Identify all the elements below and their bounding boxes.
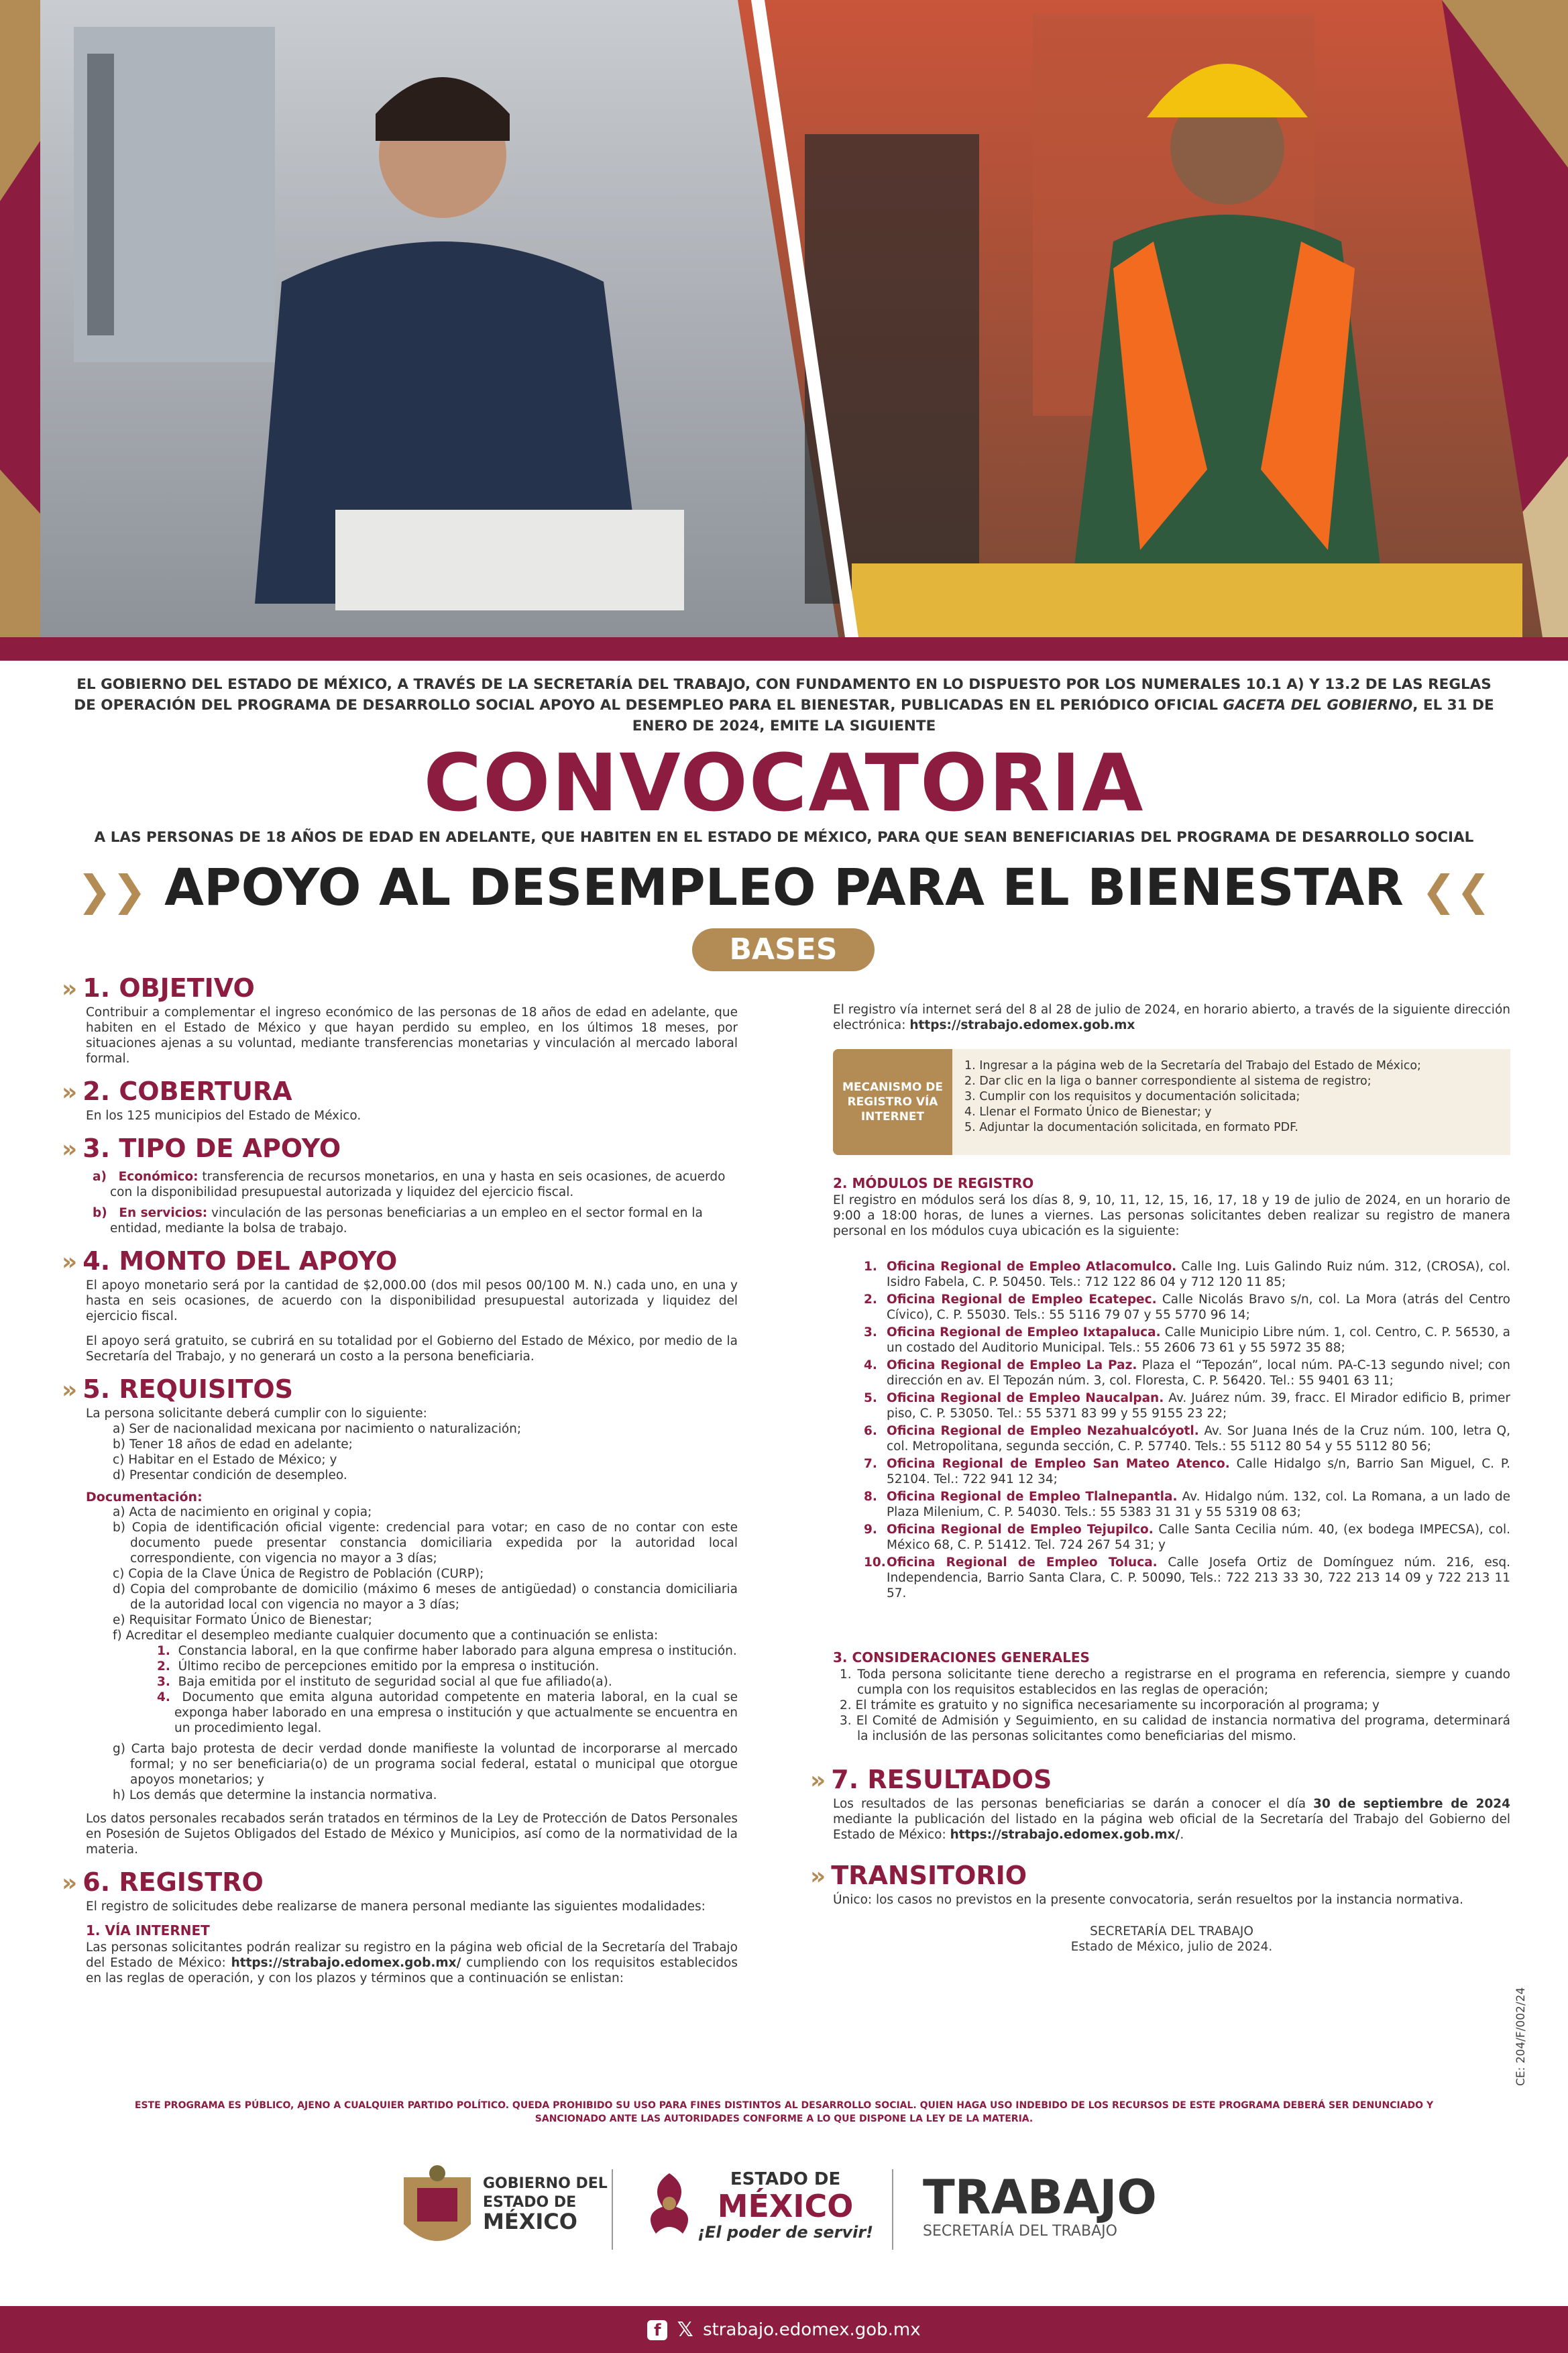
documents-list: [86, 1504, 738, 1803]
section-heading: » 4. MONTO DEL APOYO: [62, 1246, 398, 1276]
chevron-icon: »: [62, 1136, 78, 1163]
left-column: [62, 973, 738, 1986]
list-item: a) Económico: transferencia de recursos monetarios, en una y hasta en seis ocasiones, de acuerdo con la disponibilidad presupuestal autorizada y liquidez del ejercicio fiscal.: [93, 1170, 726, 1199]
program-title: ❯❯ APOYO AL DESEMPLEO PARA EL BIENESTAR ❮❮: [76, 857, 1492, 917]
chevron-icon: »: [810, 1863, 826, 1890]
paragraph: El registro en módulos será los días 8, 9, 10, 11, 12, 15, 16, 17, 18 y 19 de julio de 2024, en un horario de 9:00 a 18:00 horas, de lunes a viernes. Las personas solicitantes deben realizar su registro de manera personal en los módulos cuya ubicación es la siguiente:: [833, 1193, 1510, 1238]
intro-text: EL GOBIERNO DEL ESTADO DE MÉXICO, A TRAVÉS DE LA SECRETARÍA DEL TRABAJO, CON FUNDAMENTO EN LO DISPUESTO POR LOS NUMERALES 10.1 A) Y 13.2 DE LAS REGLAS DE OPERACIÓN DEL PROGRAMA DE DESARROLLO SOCIAL APOYO AL DESEMPLEO PARA EL BIENESTAR, PUBLICADAS EN EL PERIÓDICO OFICIAL GACETA DEL GOBIERNO, EL 31 DE ENERO DE 2024, EMITE LA SIGUIENTE: [74, 676, 1494, 734]
website-link[interactable]: https://strabajo.edomex.gob.mx: [909, 1018, 1135, 1032]
coat-of-arms-icon: [397, 2164, 478, 2258]
list-item: 2. Dar clic en la liga o banner correspondiente al sistema de registro;: [964, 1075, 1371, 1088]
list-item: c) Habitar en el Estado de México; y: [113, 1453, 337, 1467]
list-item: 7. Oficina Regional de Empleo San Mateo Atenco. Calle Hidalgo s/n, Barrio San Miguel, C. P. 52104. Tel.: 722 941 12 34;: [864, 1457, 1511, 1486]
leaf-ornament-icon: ❯❯: [76, 866, 147, 915]
list-item: 3. Oficina Regional de Empleo Ixtapaluca. Calle Municipio Libre núm. 1, col. Centro, C. P. 56530, a un costado del Auditorio Municipal. Tels.: 55 2606 73 61 y 55 5972 35 88;: [864, 1325, 1510, 1355]
list-item: g) Carta bajo protesta de decir verdad donde manifieste la voluntad de incorporarse al mercado formal; y no ser beneficiaria(o) de un programa social federal, estatal o municipal que otorgue apoyos monetarios; y: [113, 1742, 738, 1787]
list-item: f) Acreditar el desempleo mediante cualquier documento que a continuación se enlista:: [113, 1629, 659, 1643]
footer-website-link[interactable]: strabajo.edomex.gob.mx: [703, 2319, 921, 2340]
list-item: b) Copia de identificación oficial vigente: credencial para votar; en caso de no contar con este documento puede presentar constancia domiciliaria expedida por la autoridad local correspondiente, con vigencia no mayor a 3 días;: [113, 1521, 738, 1566]
documentation-heading: Documentación:: [86, 1490, 203, 1504]
signature-block: [833, 1924, 1510, 1955]
mechanism-steps: [952, 1049, 1510, 1155]
page-title: CONVOCATORIA: [423, 736, 1145, 829]
paragraph: Contribuir a complementar el ingreso económico de las personas de 18 años de edad en adelante, que habiten en el Estado de México y que hayan perdido su empleo, en los últimos 18 meses, por situaciones ajenas a su voluntad, mediante transferencias monetarias y vinculación al mercado laboral formal.: [86, 1005, 738, 1066]
list-item: h) Los demás que determine la instancia normativa.: [113, 1788, 437, 1802]
list-item: d) Copia del comprobante de domicilio (máximo 6 meses de antigüedad) o constancia domiciliaria de la autoridad local con vigencia no mayor a 3 días;: [113, 1582, 738, 1612]
subheading: 1. VÍA INTERNET: [86, 1922, 210, 1938]
edomex-logo-text: [697, 2169, 873, 2242]
hero-photos: [0, 0, 1568, 661]
list-item: 6. Oficina Regional de Empleo Nezahualcóyotl. Av. Sor Juana Inés de la Cruz núm. 100, letra Q, col. Metropolitana, segunda sección, C. P. 57740. Tels.: 55 5112 80 54 y 55 5112 80 56;: [864, 1424, 1510, 1454]
website-link[interactable]: https://strabajo.edomex.gob.mx/: [950, 1828, 1180, 1842]
paragraph: La persona solicitante deberá cumplir con lo siguiente:: [86, 1407, 427, 1421]
logo-line: GOBIERNO DEL: [483, 2175, 608, 2192]
hero-banner: [0, 0, 1568, 661]
ce-code: CE: 204/F/002/24: [1514, 1987, 1528, 2086]
signature-line: SECRETARÍA DEL TRABAJO: [1090, 1924, 1253, 1938]
offices-list: [833, 1259, 1510, 1601]
chevron-icon: »: [62, 1376, 78, 1404]
list-item: 4. Documento que emita alguna autoridad competente en materia laboral, en la cual se exponga haber laborado en una empresa o institución y que actualmente se encuentra en un procedimiento legal.: [157, 1690, 738, 1735]
paragraph: El apoyo monetario será por la cantidad de $2,000.00 (dos mil pesos 00/100 M. N.) cada uno, en una y hasta en seis ocasiones, de acuerdo con la disponibilidad presupuestal autorizada y liquidez del ejercicio fiscal.: [86, 1278, 738, 1323]
section-heading: » 1. OBJETIVO: [62, 973, 255, 1003]
right-column: [810, 1002, 1511, 1955]
list-item: 2. Oficina Regional de Empleo Ecatepec. Calle Nicolás Bravo s/n, col. La Mora (atrás del Centro Cívico), C. P. 55030. Tels.: 55 5116 79 07 y 55 5770 96 14;: [864, 1293, 1510, 1322]
list-item: 10.Oficina Regional de Empleo Toluca. Calle Josefa Ortiz de Domínguez núm. 216, esq. Independencia, Barrio Santa Clara, C. P. 50090, Tels.: 722 213 33 30, 722 213 14 09 y 722 213 11 57.: [864, 1555, 1510, 1600]
gov-logo-text: [483, 2175, 608, 2234]
section-heading: » 7. RESULTADOS: [810, 1765, 1052, 1794]
logo-line: SECRETARÍA DEL TRABAJO: [923, 2223, 1117, 2240]
bases-badge: BASES: [692, 928, 875, 971]
paragraph: En los 125 municipios del Estado de México.: [86, 1109, 361, 1123]
section-heading: » 5. REQUISITOS: [62, 1374, 293, 1404]
section-heading: » 3. TIPO DE APOYO: [62, 1134, 341, 1163]
logo-line: ¡El poder de servir!: [697, 2223, 874, 2242]
paragraph: Los resultados de las personas beneficiarias se darán a conocer el día 30 de septiembre de 2024 mediante la publicación del listado en la página web oficial de la Secretaría del Trabajo del Gobierno del Estado de México: https://strabajo.edomex.gob.mx/.: [833, 1797, 1510, 1842]
paragraph: El apoyo será gratuito, se cubrirá en su totalidad por el Gobierno del Estado de México, por medio de la Secretaría del Trabajo, y no generará un costo a la persona beneficiaria.: [86, 1334, 738, 1364]
mechanism-label: MECANISMO DE REGISTRO VÍA INTERNET: [833, 1049, 952, 1155]
list-item: 1. Constancia laboral, en la que confirme haber laborado para alguna empresa o institución.: [157, 1644, 737, 1658]
subtitle: A LAS PERSONAS DE 18 AÑOS DE EDAD EN ADELANTE, QUE HABITEN EN EL ESTADO DE MÉXICO, PARA QUE SEAN BENEFICIARIAS DEL PROGRAMA DE DESARROLLO SOCIAL: [94, 829, 1474, 846]
chevron-icon: »: [62, 1248, 78, 1276]
chevron-icon: »: [810, 1767, 826, 1794]
section-heading: » TRANSITORIO: [810, 1861, 1027, 1890]
list-item: b) En servicios: vinculación de las personas beneficiarias a un empleo en el sector formal en la entidad, mediante la bolsa de trabajo.: [93, 1206, 703, 1236]
list-item: 9. Oficina Regional de Empleo Tejupilco. Calle Santa Cecilia núm. 40, (ex bodega IMPECSA), col. México 68, C. P. 51412. Tel. 724 267 54 31; y: [864, 1523, 1510, 1552]
paragraph: Las personas solicitantes podrán realizar su registro en la página web oficial de la Secretaría del Trabajo del Estado de México: https://strabajo.edomex.gob.mx/ cumpliendo con los requisitos establecidos en las reglas de operación, y con los plazos y términos que a continuación se enlistan:: [86, 1940, 738, 1985]
list-item: 4. Oficina Regional de Empleo La Paz. Plaza el “Tepozán”, local núm. PA-C-13 segundo nivel; con dirección en av. El Tepozán núm. 3, col. Floresta, C. P. 56420. Tel.: 55 9401 63 11;: [864, 1358, 1510, 1388]
leaf-ornament-icon: ❮❮: [1421, 866, 1492, 915]
requirements-list: [86, 1421, 738, 1483]
trabajo-logo: [923, 2172, 1157, 2240]
considerations-list: [833, 1667, 1510, 1744]
logo-line: MÉXICO: [717, 2188, 854, 2224]
list-item: 1. Oficina Regional de Empleo Atlacomulco. Calle Ing. Luis Galindo Ruiz núm. 312, (CROSA), col. Isidro Fabela, C. P. 50450. Tels.: 712 122 86 04 y 712 120 11 85;: [864, 1260, 1510, 1289]
paragraph: Único: los casos no previstos en la presente convocatoria, serán resueltos por la instancia normativa.: [833, 1893, 1463, 1907]
list-item: 3. El Comité de Admisión y Seguimiento, en su calidad de instancia normativa del programa, determinará la inclusión de las personas solicitantes como beneficiarias del mismo.: [840, 1714, 1510, 1743]
list-item: 2. Último recibo de percepciones emitido por la empresa o institución.: [157, 1659, 600, 1674]
subheading: 2. MÓDULOS DE REGISTRO: [833, 1175, 1034, 1191]
list-item: 3. Cumplir con los requisitos y documentación solicitada;: [964, 1090, 1300, 1103]
list-item: 2. El trámite es gratuito y no significa necesariamente su incorporación al programa; y: [840, 1698, 1380, 1712]
list-item: a) Ser de nacionalidad mexicana por nacimiento o naturalización;: [113, 1422, 522, 1436]
registration-mechanism-box: [833, 1049, 1510, 1155]
list-item: c) Copia de la Clave Única de Registro de Población (CURP);: [113, 1567, 484, 1581]
legal-notice: ESTE PROGRAMA ES PÚBLICO, AJENO A CUALQUIER PARTIDO POLÍTICO. QUEDA PROHIBIDO SU USO PARA FINES DISTINTOS AL DESARROLLO SOCIAL. QUIEN HAGA USO INDEBIDO DE LOS RECURSOS DE ESTE PROGRAMA DEBERÁ SER DENUNCIADO Y SANCIONADO ANTE LAS AUTORIDADES CONFORME A LO QUE DISPONE LA LEY DE LA MATERIA.: [134, 2100, 1434, 2124]
facebook-icon[interactable]: f: [647, 2320, 667, 2340]
signature-line: Estado de México, julio de 2024.: [1070, 1940, 1273, 1954]
paragraph: El registro de solicitudes debe realizarse de manera personal mediante las siguientes modalidades:: [86, 1900, 706, 1914]
list-item: 1. Ingresar a la página web de la Secretaría del Trabajo del Estado de México;: [964, 1059, 1421, 1073]
list-item: 1. Toda persona solicitante tiene derecho a registrarse en el programa en referencia, siempre y cuando cumpla con los requisitos establecidos en las reglas de operación;: [840, 1667, 1510, 1697]
logo-line: MÉXICO: [483, 2209, 577, 2234]
list-item: 5. Oficina Regional de Empleo Naucalpan. Av. Juárez núm. 39, fracc. El Mirador edificio B, primer piso, C. P. 53050. Tel.: 55 5371 83 99 y 55 9155 23 22;: [864, 1391, 1510, 1421]
sublist: [106, 1643, 738, 1736]
list-item: 4. Llenar el Formato Único de Bienestar; y: [964, 1105, 1212, 1119]
paragraph: El registro vía internet será del 8 al 28 de julio de 2024, en horario abierto, a través de la siguiente dirección electrónica: https://strabajo.edomex.gob.mx: [833, 1003, 1510, 1032]
logo-line: TRABAJO: [923, 2170, 1157, 2225]
list-item: 3. Baja emitida por el instituto de seguridad social al que fue afiliado(a).: [157, 1675, 612, 1689]
logo-line: ESTADO DE: [483, 2194, 577, 2211]
logo-line: ESTADO DE: [730, 2169, 841, 2189]
list-item: 5. Adjuntar la documentación solicitada, en formato PDF.: [964, 1121, 1298, 1134]
footer-bar: [0, 2306, 1568, 2353]
list-item: d) Presentar condición de desempleo.: [113, 1468, 347, 1482]
list-item: 8. Oficina Regional de Empleo Tlalnepantla. Av. Hidalgo núm. 132, col. La Romana, a un lado de Plaza Milenium, C. P. 54030. Tels.: 55 5383 31 31 y 55 5319 08 63;: [864, 1490, 1510, 1519]
chevron-icon: »: [62, 975, 78, 1003]
section-heading: » 6. REGISTRO: [62, 1867, 264, 1897]
list-item: a) Acta de nacimiento en original y copia;: [113, 1505, 372, 1519]
edomex-flower-icon: [642, 2167, 696, 2240]
list-item: e) Requisitar Formato Único de Bienestar;: [113, 1613, 372, 1627]
privacy-paragraph: Los datos personales recabados serán tratados en términos de la Ley de Protección de Datos Personales en Posesión de Sujetos Obligados del Estado de México y Municipios, así como de la normatividad de la materia.: [86, 1812, 738, 1857]
subheading: 3. CONSIDERACIONES GENERALES: [833, 1649, 1090, 1665]
chevron-icon: »: [62, 1079, 78, 1106]
support-types: [86, 1169, 738, 1236]
chevron-icon: »: [62, 1869, 78, 1897]
section-heading: » 2. COBERTURA: [62, 1077, 292, 1106]
x-icon[interactable]: 𝕏: [677, 2317, 693, 2342]
list-item: b) Tener 18 años de edad en adelante;: [113, 1437, 353, 1452]
website-link[interactable]: https://strabajo.edomex.gob.mx/: [231, 1956, 461, 1970]
